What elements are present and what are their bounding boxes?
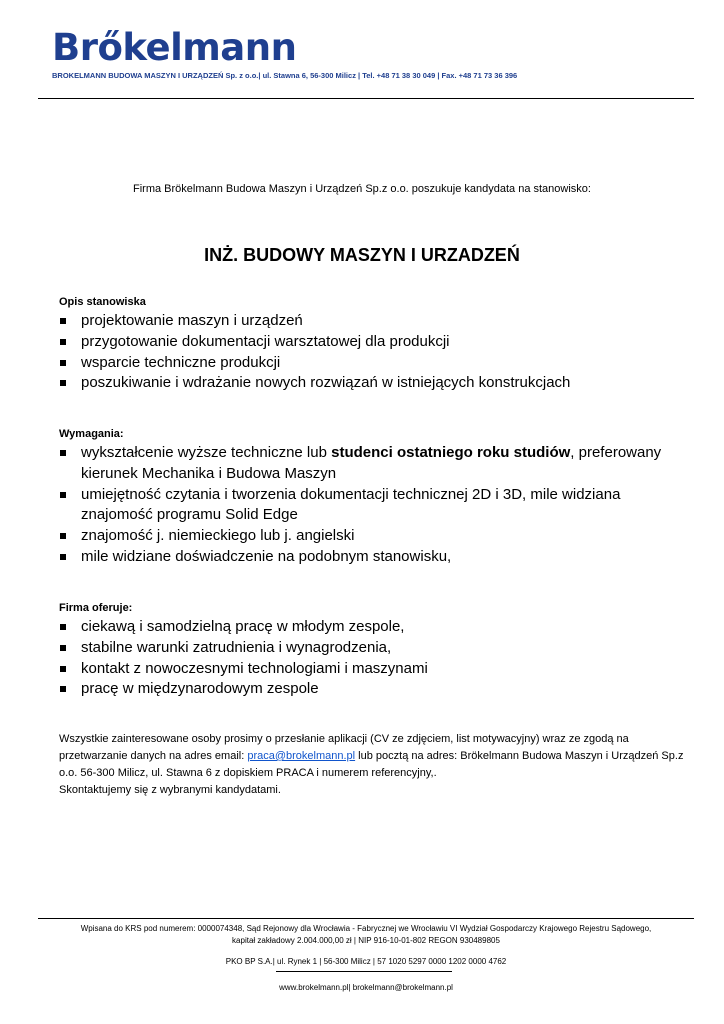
list-item: znajomość j. niemieckiego lub j. angielski (59, 526, 689, 547)
company-header-line (52, 71, 692, 81)
list-item: mile widziane doświadczenie na podobnym stanowisku, (59, 547, 689, 568)
footer-divider (38, 918, 694, 919)
closing-paragraph (59, 731, 689, 799)
closing-text: lub pocztą na adres: Brökelmann Budowa Maszyn i Urządzeń Sp.z o.o. 56-300 Milicz, ul. Stawna 6 z dopiskiem PRACA i numerem referencyjny,. (59, 750, 684, 779)
list-item: przygotowanie dokumentacji warsztatowej dla produkcji (59, 332, 689, 353)
closing-text: Wszystkie zainteresowane osoby prosimy o przesłanie aplikacji (CV ze zdjęciem, list motywacyjny) wraz ze zgodą na przetwarzanie danych na adres email: (59, 733, 629, 762)
footer-krs-line: Wpisana do KRS pod numerem: 0000074348, Sąd Rejonowy dla Wrocławia - Fabrycznej we Wrocławiu VI Wydział Gospodarczy Krajowego Rejestru Sądowego, (80, 924, 652, 933)
list-item: projektowanie maszyn i urządzeń (59, 311, 689, 332)
list-item-text: wykształcenie wyższe techniczne lub (81, 444, 332, 461)
opis-heading: Opis stanowiska (59, 296, 146, 308)
list-item: umiejętność czytania i tworzenia dokumentacji technicznej 2D i 3D, mile widziana znajomość programu Solid Edge (59, 485, 689, 527)
company-name: BROKELMANN BUDOWA MASZYN I URZĄDZEŃ Sp. z o.o. (52, 71, 259, 80)
list-item-bold-text: studenci ostatniego roku studiów (331, 444, 571, 461)
wymagania-list (59, 443, 689, 568)
footer-web: www.brokelmann.pl| brokelmann@brokelmann.pl (279, 983, 453, 992)
opis-list (59, 311, 689, 394)
footer-small-divider (276, 971, 452, 972)
footer-capital-line: kapitał zakładowy 2.004.000,00 zł | NIP 916-10-01-802 REGON 930489805 (232, 936, 500, 945)
oferta-list (59, 617, 689, 700)
list-item: stabilne warunki zatrudnienia i wynagrodzenia, (59, 638, 689, 659)
company-logo: Brőkelmann (52, 26, 297, 69)
oferta-heading: Firma oferuje: (59, 602, 133, 614)
list-item: poszukiwanie i wdrażanie nowych rozwiązań w istniejących konstrukcjach (59, 373, 689, 394)
email-link[interactable]: praca@brokelmann.pl (247, 750, 356, 762)
list-item-text: , preferowany kierunek Mechanika i Budowa Maszyn (81, 444, 662, 482)
footer-bank: PKO BP S.A.| ul. Rynek 1 | 56-300 Milicz | 57 1020 5297 0000 1202 0000 4762 (225, 957, 507, 966)
list-item: kontakt z nowoczesnymi technologiami i maszynami (59, 659, 689, 680)
list-item: pracę w międzynarodowym zespole (59, 679, 689, 700)
intro-text: Firma Brökelmann Budowa Maszyn i Urządzeń Sp.z o.o. poszukuje kandydata na stanowisko: (133, 183, 591, 195)
list-item (59, 443, 689, 485)
footer-krs (38, 923, 694, 947)
wymagania-heading: Wymagania: (59, 428, 124, 440)
list-item: wsparcie techniczne produkcji (59, 353, 689, 374)
header-divider (38, 98, 694, 99)
job-title: INŻ. BUDOWY MASZYN I URZADZEŃ (204, 245, 520, 265)
closing-text: Skontaktujemy się z wybranymi kandydatami. (59, 784, 281, 796)
list-item: ciekawą i samodzielną pracę w młodym zespole, (59, 617, 689, 638)
company-contact: | ul. Stawna 6, 56-300 Milicz | Tel. +48 71 38 30 049 | Fax. +48 71 73 36 396 (258, 71, 518, 80)
